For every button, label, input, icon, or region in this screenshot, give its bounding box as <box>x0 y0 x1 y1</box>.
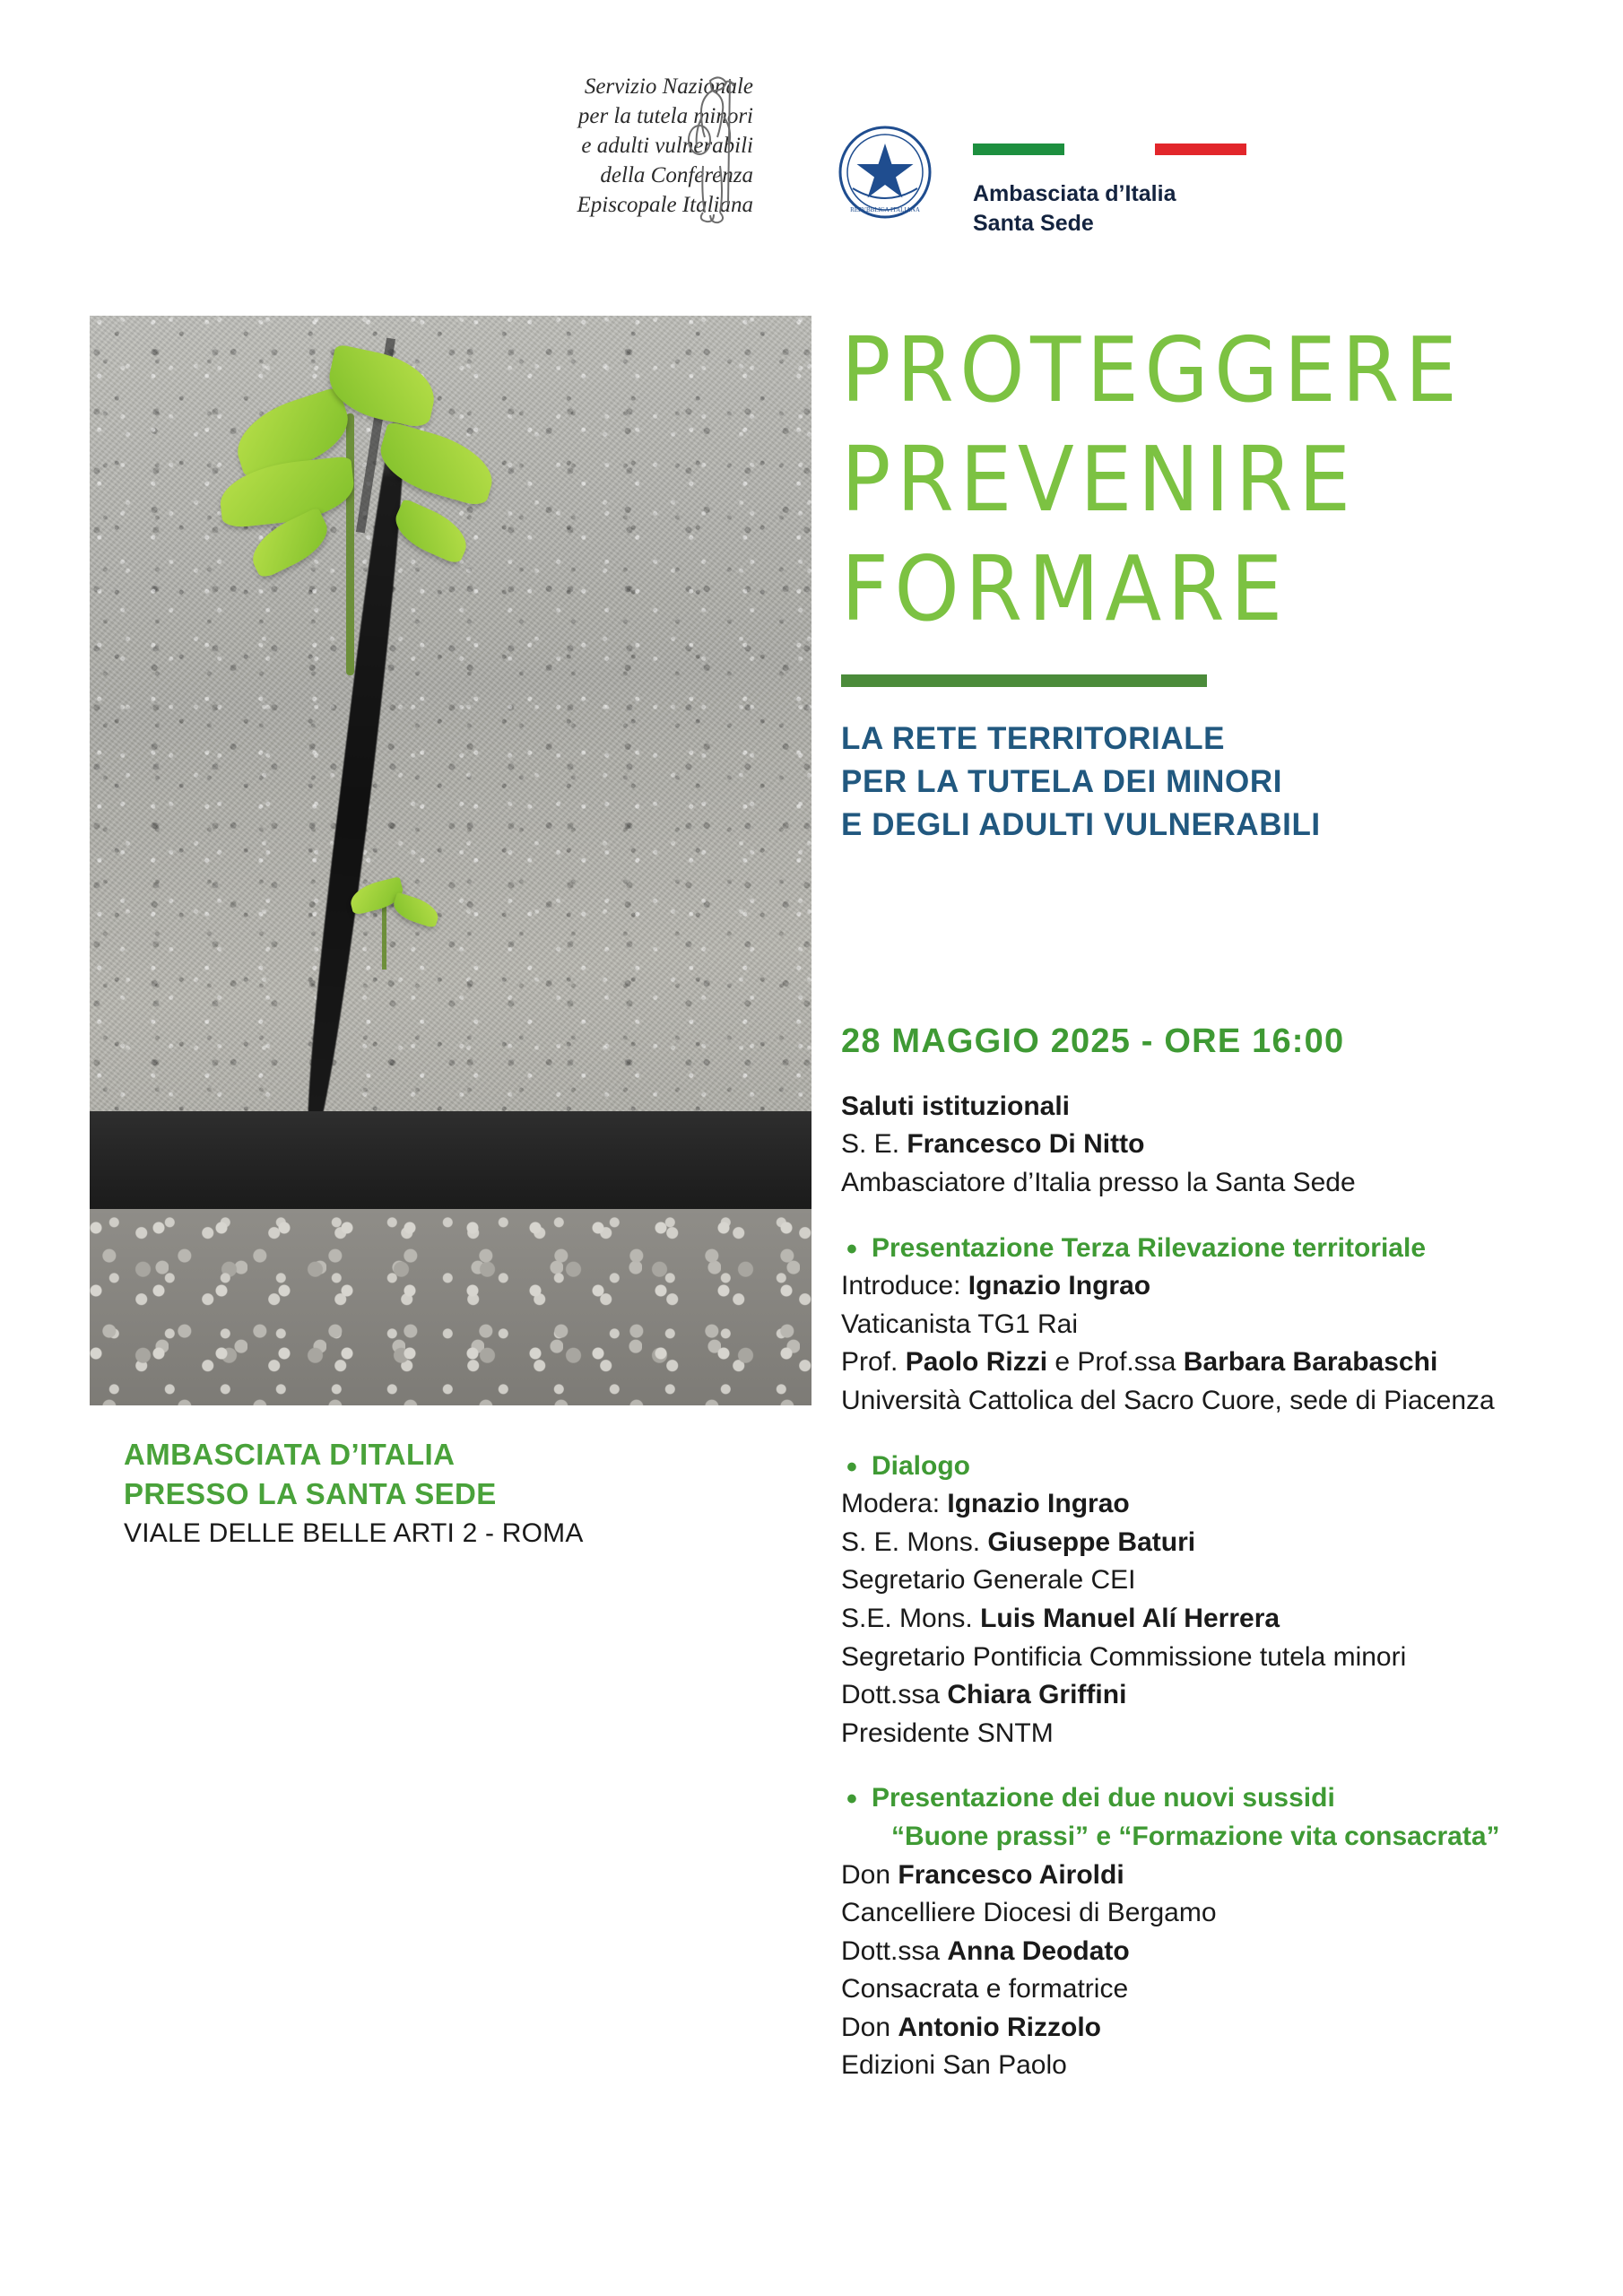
poster-main-column <box>841 316 1549 2085</box>
publications-heading-line-2: “Buone prassi” e “Formazione vita consacrata” <box>891 1821 1500 1851</box>
venue-address: VIALE DELLE BELLE ARTI 2 - ROMA <box>124 1518 584 1549</box>
program-presentation <box>841 1230 1549 1421</box>
sprout-in-crack-photo <box>90 316 812 1405</box>
svg-text:REPVBBLICA ITALIANA: REPVBBLICA ITALIANA <box>850 206 920 213</box>
dialogue-person-prefix: Dott.ssa <box>841 1680 948 1710</box>
poster-title <box>841 316 1549 644</box>
dialogue-person-prefix: S. E. Mons. <box>841 1526 988 1557</box>
title-line-3: FORMARE <box>841 536 1289 641</box>
embassy-line-1: Ambasciata d’Italia <box>973 181 1176 206</box>
dialogue-heading: • Dialogo <box>841 1448 1549 1486</box>
publications-person-name: Francesco Airoldi <box>898 1859 1124 1890</box>
publications-person-role: Edizioni San Paolo <box>841 2050 1067 2081</box>
dialogue-moderator-label: Modera: <box>841 1489 948 1519</box>
publications-person-role: Cancelliere Diocesi di Bergamo <box>841 1898 1217 1928</box>
sntm-line-2: per la tutela minori <box>577 104 753 128</box>
dialogue-person-name: Chiara Griffini <box>947 1680 1127 1710</box>
program-publications <box>841 1779 1549 2085</box>
presentation-speakers <box>841 1344 1549 1382</box>
dialogue-moderator-name: Ignazio Ingrao <box>947 1489 1130 1519</box>
presentation-affiliation: Università Cattolica del Sacro Cuore, sede di Piacenza <box>841 1385 1495 1415</box>
greetings-heading: Saluti istituzionali <box>841 1091 1071 1121</box>
dialogue-person <box>841 1600 1549 1639</box>
venue-block <box>124 1435 832 1553</box>
publications-person-name: Anna Deodato <box>947 1935 1130 1966</box>
subtitle-line-3: E DEGLI ADULTI VULNERABILI <box>841 806 1321 842</box>
dialogue-person-role: Presidente SNTM <box>841 1718 1054 1748</box>
title-line-2: PREVENIRE <box>841 427 1357 532</box>
presentation-heading: • Presentazione Terza Rilevazione territoriale <box>841 1230 1549 1268</box>
publications-person-role: Consacrata e formatrice <box>841 1974 1129 2005</box>
flag-stripe-white <box>1064 144 1156 155</box>
publications-person <box>841 1857 1549 1895</box>
flag-stripe-red <box>1155 144 1246 155</box>
dialogue-moderator <box>841 1485 1549 1524</box>
presentation-intro-label: Introduce: <box>841 1271 968 1301</box>
sntm-line-5: Episcopale Italiana <box>577 193 753 217</box>
dialogue-person-name: Luis Manuel Alí Herrera <box>980 1603 1280 1633</box>
greetings-person-prefix: S. E. <box>841 1129 907 1160</box>
venue-line-2: PRESSO LA SANTA SEDE <box>124 1476 497 1510</box>
event-datetime: 28 MAGGIO 2025 - ORE 16:00 <box>841 1022 1345 1060</box>
presentation-intro <box>841 1267 1549 1306</box>
poster-header <box>0 54 1623 251</box>
embassy-line-2: Santa Sede <box>973 211 1094 236</box>
dialogue-person <box>841 1676 1549 1715</box>
dialogue-person-role: Segretario Generale CEI <box>841 1565 1136 1596</box>
presentation-intro-role: Vaticanista TG1 Rai <box>841 1309 1079 1339</box>
poster-subtitle <box>841 718 1549 847</box>
publications-person-prefix: Don <box>841 1859 898 1890</box>
title-divider <box>841 674 1207 687</box>
flag-stripe-green <box>973 144 1064 155</box>
greetings-person <box>841 1126 1549 1164</box>
dialogue-person-prefix: S.E. Mons. <box>841 1603 981 1633</box>
publications-person <box>841 2009 1549 2048</box>
plant-stem <box>346 413 354 675</box>
program-dialogue <box>841 1448 1549 1753</box>
publications-person-prefix: Don <box>841 2012 898 2042</box>
publications-person-prefix: Dott.ssa <box>841 1935 948 1966</box>
presentation-speaker-1: Paolo Rizzi <box>905 1347 1048 1378</box>
dialogue-person-name: Giuseppe Baturi <box>987 1526 1196 1557</box>
greetings-person-name: Francesco Di Nitto <box>907 1129 1145 1160</box>
pilgrim-figure-icon <box>673 63 753 242</box>
publications-heading-line-1: Presentazione dei due nuovi sussidi <box>872 1783 1335 1813</box>
presentation-speaker-2: Barbara Barabaschi <box>1183 1347 1438 1378</box>
publications-person <box>841 1933 1549 1971</box>
small-plant-stem <box>382 904 386 970</box>
embassy-logo-text <box>973 179 1176 239</box>
asphalt-strip <box>90 1111 812 1209</box>
greetings-person-role: Ambasciatore d’Italia presso la Santa Sede <box>841 1168 1356 1197</box>
subtitle-line-1: LA RETE TERRITORIALE <box>841 721 1226 756</box>
venue-line-1: AMBASCIATA D’ITALIA <box>124 1438 456 1471</box>
publications-person-name: Antonio Rizzolo <box>898 2012 1101 2042</box>
presentation-speaker-join: e Prof.ssa <box>1047 1347 1184 1378</box>
sntm-line-4: della Conferenza <box>600 163 753 187</box>
presentation-speaker-prefix: Prof. <box>841 1347 906 1378</box>
sntm-line-1: Servizio Nazionale <box>584 74 753 99</box>
italian-flag-icon <box>973 144 1246 155</box>
italian-republic-emblem-icon <box>838 126 933 220</box>
presentation-intro-name: Ignazio Ingrao <box>968 1271 1151 1301</box>
sntm-line-3: e adulti vulnerabili <box>581 134 753 158</box>
subtitle-line-2: PER LA TUTELA DEI MINORI <box>841 763 1283 799</box>
program-greetings <box>841 1088 1549 1203</box>
publications-heading <box>841 1779 1549 1856</box>
dialogue-person-role: Segretario Pontificia Commissione tutela minori <box>841 1641 1407 1672</box>
dialogue-person <box>841 1524 1549 1562</box>
gravel-strip <box>90 1209 812 1405</box>
title-line-1: PROTEGGERE <box>841 317 1463 422</box>
